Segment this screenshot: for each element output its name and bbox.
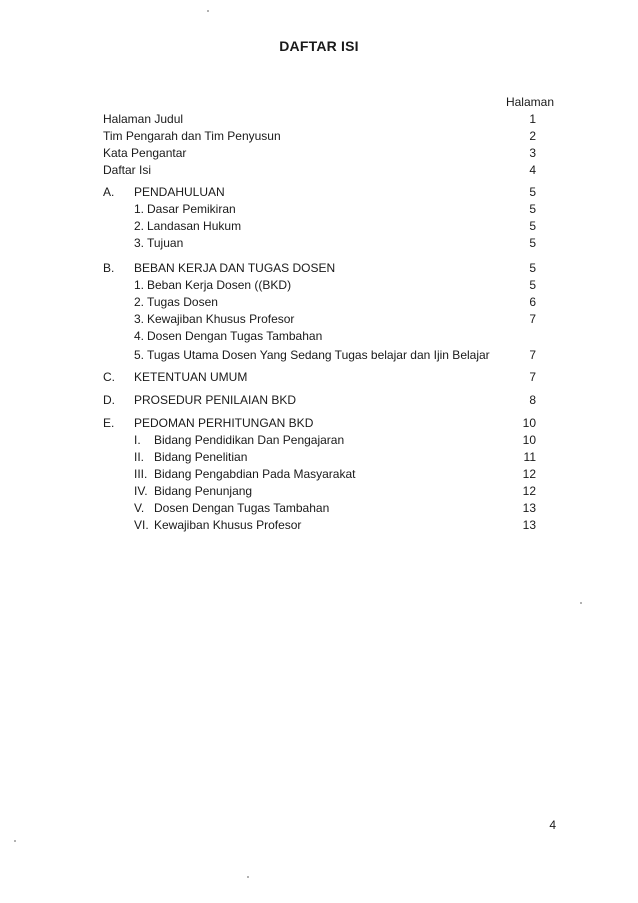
- toc-row[interactable]: [0, 162, 638, 179]
- section-title: PENDAHULUAN: [134, 185, 225, 199]
- toc-section-row[interactable]: [0, 415, 638, 432]
- subitem-number: II.: [134, 450, 145, 464]
- subitem-number: 2.: [134, 295, 145, 309]
- section-letter: D.: [103, 393, 115, 407]
- section-letter: C.: [103, 370, 115, 384]
- toc-subitem-row[interactable]: [0, 277, 638, 294]
- toc-entry-page: 5: [529, 278, 536, 292]
- subitem-number: I.: [134, 433, 141, 447]
- section-title: KETENTUAN UMUM: [134, 370, 248, 384]
- subitem-text: Tugas Dosen: [147, 295, 218, 309]
- toc-entry-page: 5: [529, 202, 536, 216]
- subitem-number: 1.: [134, 278, 145, 292]
- toc-section-row[interactable]: [0, 184, 638, 201]
- toc-entry-text: Daftar Isi: [103, 163, 152, 177]
- subitem-text: Landasan Hukum: [147, 219, 242, 233]
- footer-page-number: 4: [549, 818, 556, 832]
- subitem-text: Bidang Pendidikan Dan Pengajaran: [154, 433, 345, 447]
- subitem-number: 2.: [134, 219, 145, 233]
- toc-entry-text: Halaman Judul: [103, 112, 184, 126]
- toc-subitem-row[interactable]: [0, 201, 638, 218]
- page-title: DAFTAR ISI: [279, 38, 359, 54]
- toc-section-row[interactable]: [0, 369, 638, 386]
- subitem-text: Dosen Dengan Tugas Tambahan: [154, 501, 330, 515]
- subitem-text: Tugas Utama Dosen Yang Sedang Tugas belajar dan Ijin Belajar: [147, 348, 490, 362]
- toc-entry-page: 11: [523, 450, 536, 464]
- toc-subitem-row[interactable]: [0, 466, 638, 483]
- toc-section-row[interactable]: [0, 260, 638, 277]
- subitem-text: Kewajiban Khusus Profesor: [147, 312, 295, 326]
- toc-subitem-row[interactable]: [0, 432, 638, 449]
- subitem-text: Bidang Pengabdian Pada Masyarakat: [154, 467, 356, 481]
- toc-entry-page: 12: [522, 467, 536, 481]
- subitem-text: Tujuan: [147, 236, 184, 250]
- scan-speck: [207, 10, 209, 12]
- toc-entry-page: 1: [529, 112, 536, 126]
- section-title: PROSEDUR PENILAIAN BKD: [134, 393, 297, 407]
- subitem-text: Beban Kerja Dosen ((BKD): [147, 278, 292, 292]
- toc-entry-page: 5: [529, 185, 536, 199]
- toc-entry-page: 13: [522, 518, 536, 532]
- toc-entry-page: 5: [529, 236, 536, 250]
- subitem-number: V.: [134, 501, 145, 515]
- toc-entry-page: 2: [529, 129, 536, 143]
- section-letter: A.: [103, 185, 115, 199]
- scan-speck: [14, 840, 16, 842]
- toc-entry-text: Tim Pengarah dan Tim Penyusun: [103, 129, 281, 143]
- toc-entry-page: 10: [522, 433, 536, 447]
- subitem-number: 1.: [134, 202, 145, 216]
- toc-entry-page: 13: [522, 501, 536, 515]
- subitem-number: IV.: [134, 484, 148, 498]
- toc-entry-page: 3: [529, 146, 536, 160]
- subitem-number: 3.: [134, 312, 145, 326]
- toc-subitem-row[interactable]: [0, 294, 638, 311]
- toc-entry-page: 5: [529, 219, 536, 233]
- subitem-text: Dasar Pemikiran: [147, 202, 236, 216]
- subitem-text: Kewajiban Khusus Profesor: [154, 518, 302, 532]
- subitem-text: Bidang Penunjang: [154, 484, 253, 498]
- toc-entry-text: Kata Pengantar: [103, 146, 187, 160]
- section-title: BEBAN KERJA DAN TUGAS DOSEN: [134, 261, 336, 275]
- subitem-number: 4.: [134, 329, 145, 343]
- subitem-text: Dosen Dengan Tugas Tambahan: [147, 329, 323, 343]
- toc-section-row[interactable]: [0, 392, 638, 409]
- section-letter: B.: [103, 261, 115, 275]
- scan-speck: [247, 876, 249, 878]
- toc-subitem-row[interactable]: [0, 500, 638, 517]
- toc-entry-page: 6: [529, 295, 536, 309]
- toc-entry-page: 7: [529, 348, 536, 362]
- toc-entry-page: 4: [529, 163, 536, 177]
- subitem-number: III.: [134, 467, 148, 481]
- toc-subitem-row[interactable]: [0, 311, 638, 328]
- subitem-number: 5.: [134, 348, 145, 362]
- scan-speck: [580, 602, 582, 604]
- toc-subitem-row[interactable]: [0, 483, 638, 500]
- toc-row[interactable]: [0, 111, 638, 128]
- toc-entry-page: 5: [529, 261, 536, 275]
- toc-entry-page: 10: [522, 416, 536, 430]
- page-column-header: Halaman: [505, 95, 554, 109]
- toc-subitem-row[interactable]: [0, 517, 638, 534]
- toc-row[interactable]: [0, 128, 638, 145]
- toc-entry-page: 8: [529, 393, 536, 407]
- toc-entry-page: 7: [529, 312, 536, 326]
- subitem-text: Bidang Penelitian: [154, 450, 248, 464]
- toc-subitem-row[interactable]: [0, 347, 638, 364]
- toc-entry-page: 12: [522, 484, 536, 498]
- toc-subitem-row[interactable]: [0, 328, 638, 345]
- toc-entry-page: 7: [529, 370, 536, 384]
- toc-subitem-row[interactable]: [0, 449, 638, 466]
- section-letter: E.: [103, 416, 115, 430]
- toc-subitem-row[interactable]: [0, 218, 638, 235]
- toc-subitem-row[interactable]: [0, 235, 638, 252]
- subitem-number: 3.: [134, 236, 145, 250]
- section-title: PEDOMAN PERHITUNGAN BKD: [134, 416, 314, 430]
- toc-row[interactable]: [0, 145, 638, 162]
- subitem-number: VI.: [134, 518, 149, 532]
